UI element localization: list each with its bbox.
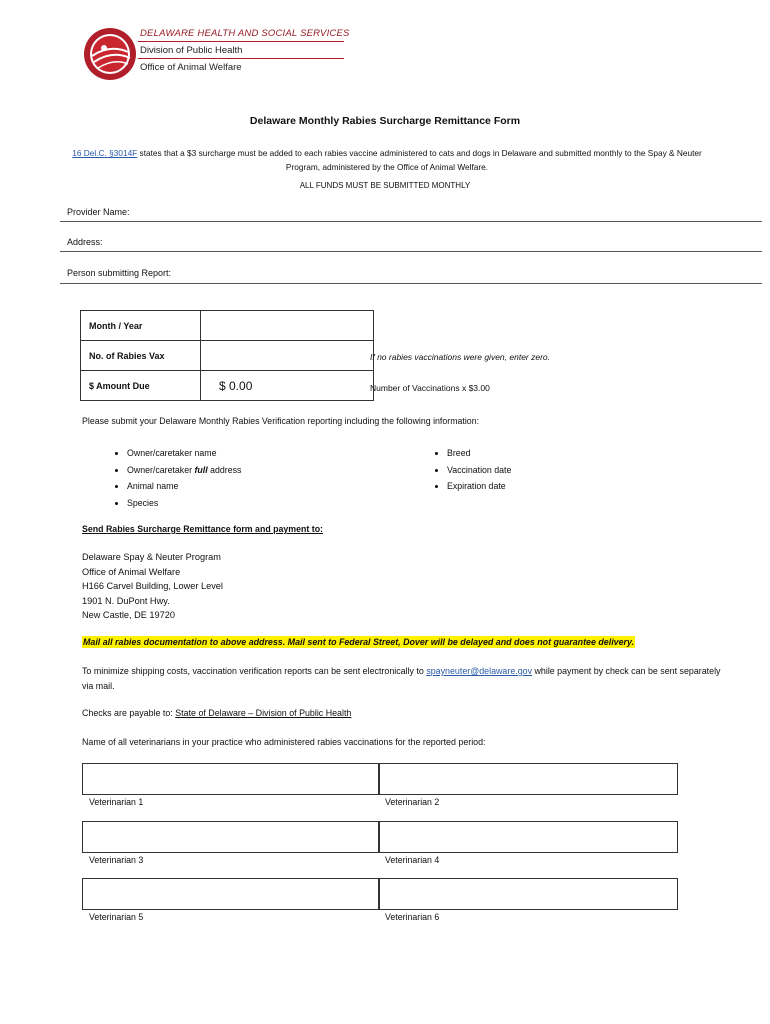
address-line: Delaware Spay & Neuter Program <box>82 552 221 562</box>
list-item-emphasis: full <box>194 464 208 475</box>
checks-payee: State of Delaware – Division of Public Health <box>175 708 352 718</box>
minimize-shipping-paragraph <box>82 664 732 694</box>
address-line: New Castle, DE 19720 <box>82 610 175 620</box>
veterinarian-3-input[interactable] <box>82 821 380 853</box>
address-line: 1901 N. DuPont Hwy. <box>82 595 170 606</box>
month-year-input[interactable] <box>201 311 374 341</box>
checks-payable <box>82 708 351 718</box>
remittance-table <box>80 310 374 401</box>
address-field[interactable] <box>60 251 762 252</box>
dhss-seal-icon <box>82 26 138 82</box>
person-submitting-label: Person submitting Report: <box>67 268 172 278</box>
dhss-logo <box>82 26 138 82</box>
veterinarian-1-input[interactable] <box>82 763 380 795</box>
checks-label: Checks are payable to: <box>82 708 176 718</box>
logo-divider <box>138 58 344 59</box>
list-item: • Expiration date <box>447 478 511 495</box>
division-name: Division of Public Health <box>140 45 243 56</box>
rabies-vax-input[interactable] <box>201 341 374 371</box>
info-list-right <box>402 445 511 495</box>
zero-note: If no rabies vaccinations were given, enter zero. <box>370 352 551 362</box>
intro-text: states that a $3 surcharge must be added to each rabies vaccine administered to cats and dogs in Delaware and submitted monthly to the Spay & Neuter Program, administered by the Office of Animal Welfare. <box>137 148 702 172</box>
mail-warning: Mail all rabies documentation to above address. Mail sent to Federal Street, Dover will be delayed and does not guarantee delivery. <box>83 637 635 647</box>
office-name: Office of Animal Welfare <box>140 62 242 73</box>
list-item: • Animal name <box>127 478 241 495</box>
veterinarian-1-label: Veterinarian 1 <box>89 797 144 807</box>
logo-divider <box>138 41 344 42</box>
veterinarian-6-input[interactable] <box>378 878 678 910</box>
veterinarian-2-label: Veterinarian 2 <box>385 797 440 807</box>
minimize-text: while payment by check can be sent separately via mail. <box>82 666 721 691</box>
table-row <box>81 311 374 341</box>
list-item: • Breed <box>447 445 511 462</box>
form-title: Delaware Monthly Rabies Surcharge Remittance Form <box>249 115 521 127</box>
email-link[interactable]: spayneuter@delaware.gov <box>426 666 533 676</box>
vets-prompt: Name of all veterinarians in your practice who administered rabies vaccinations for the reported period: <box>82 737 486 747</box>
amount-due-value: $ 0.00 <box>201 371 374 401</box>
veterinarian-2-input[interactable] <box>378 763 678 795</box>
provider-name-field[interactable] <box>60 221 762 222</box>
list-item-text: address <box>207 464 242 475</box>
info-list-left <box>82 445 241 511</box>
rabies-vax-label: No. of Rabies Vax <box>81 341 201 371</box>
list-item-text: Owner/caretaker <box>127 464 193 475</box>
veterinarian-4-input[interactable] <box>378 821 678 853</box>
provider-name-label: Provider Name: <box>67 207 130 217</box>
veterinarian-5-label: Veterinarian 5 <box>89 912 144 922</box>
amount-due-label: $ Amount Due <box>81 371 201 401</box>
intro-paragraph <box>60 146 714 174</box>
list-item: • Vaccination date <box>447 462 511 479</box>
list-item: • Owner/caretaker name <box>127 445 241 462</box>
agency-name: DELAWARE HEALTH AND SOCIAL SERVICES <box>140 28 350 39</box>
statute-link[interactable]: 16 Del.C. §3014F <box>72 148 138 158</box>
send-heading: Send Rabies Surcharge Remittance form and payment to: <box>82 524 323 534</box>
month-year-label: Month / Year <box>81 311 201 341</box>
address-line: Office of Animal Welfare <box>82 566 181 577</box>
address-line: H166 Carvel Building, Lower Level <box>82 581 223 591</box>
person-submitting-field[interactable] <box>60 283 762 284</box>
minimize-text: To minimize shipping costs, vaccination verification reports can be sent electronically to <box>82 666 427 676</box>
mailing-address <box>82 550 223 623</box>
calc-note: Number of Vaccinations x $3.00 <box>370 383 490 393</box>
veterinarian-6-label: Veterinarian 6 <box>385 912 440 922</box>
veterinarian-5-input[interactable] <box>82 878 380 910</box>
list-item <box>127 462 241 479</box>
veterinarian-4-label: Veterinarian 4 <box>385 855 440 865</box>
address-label: Address: <box>67 237 103 247</box>
list-item: • Species <box>127 495 241 512</box>
table-row <box>81 371 374 401</box>
veterinarian-3-label: Veterinarian 3 <box>89 855 144 865</box>
table-row <box>81 341 374 371</box>
all-funds-notice: ALL FUNDS MUST BE SUBMITTED MONTHLY <box>299 181 471 190</box>
submit-info: Please submit your Delaware Monthly Rabies Verification reporting including the following information: <box>82 416 480 426</box>
